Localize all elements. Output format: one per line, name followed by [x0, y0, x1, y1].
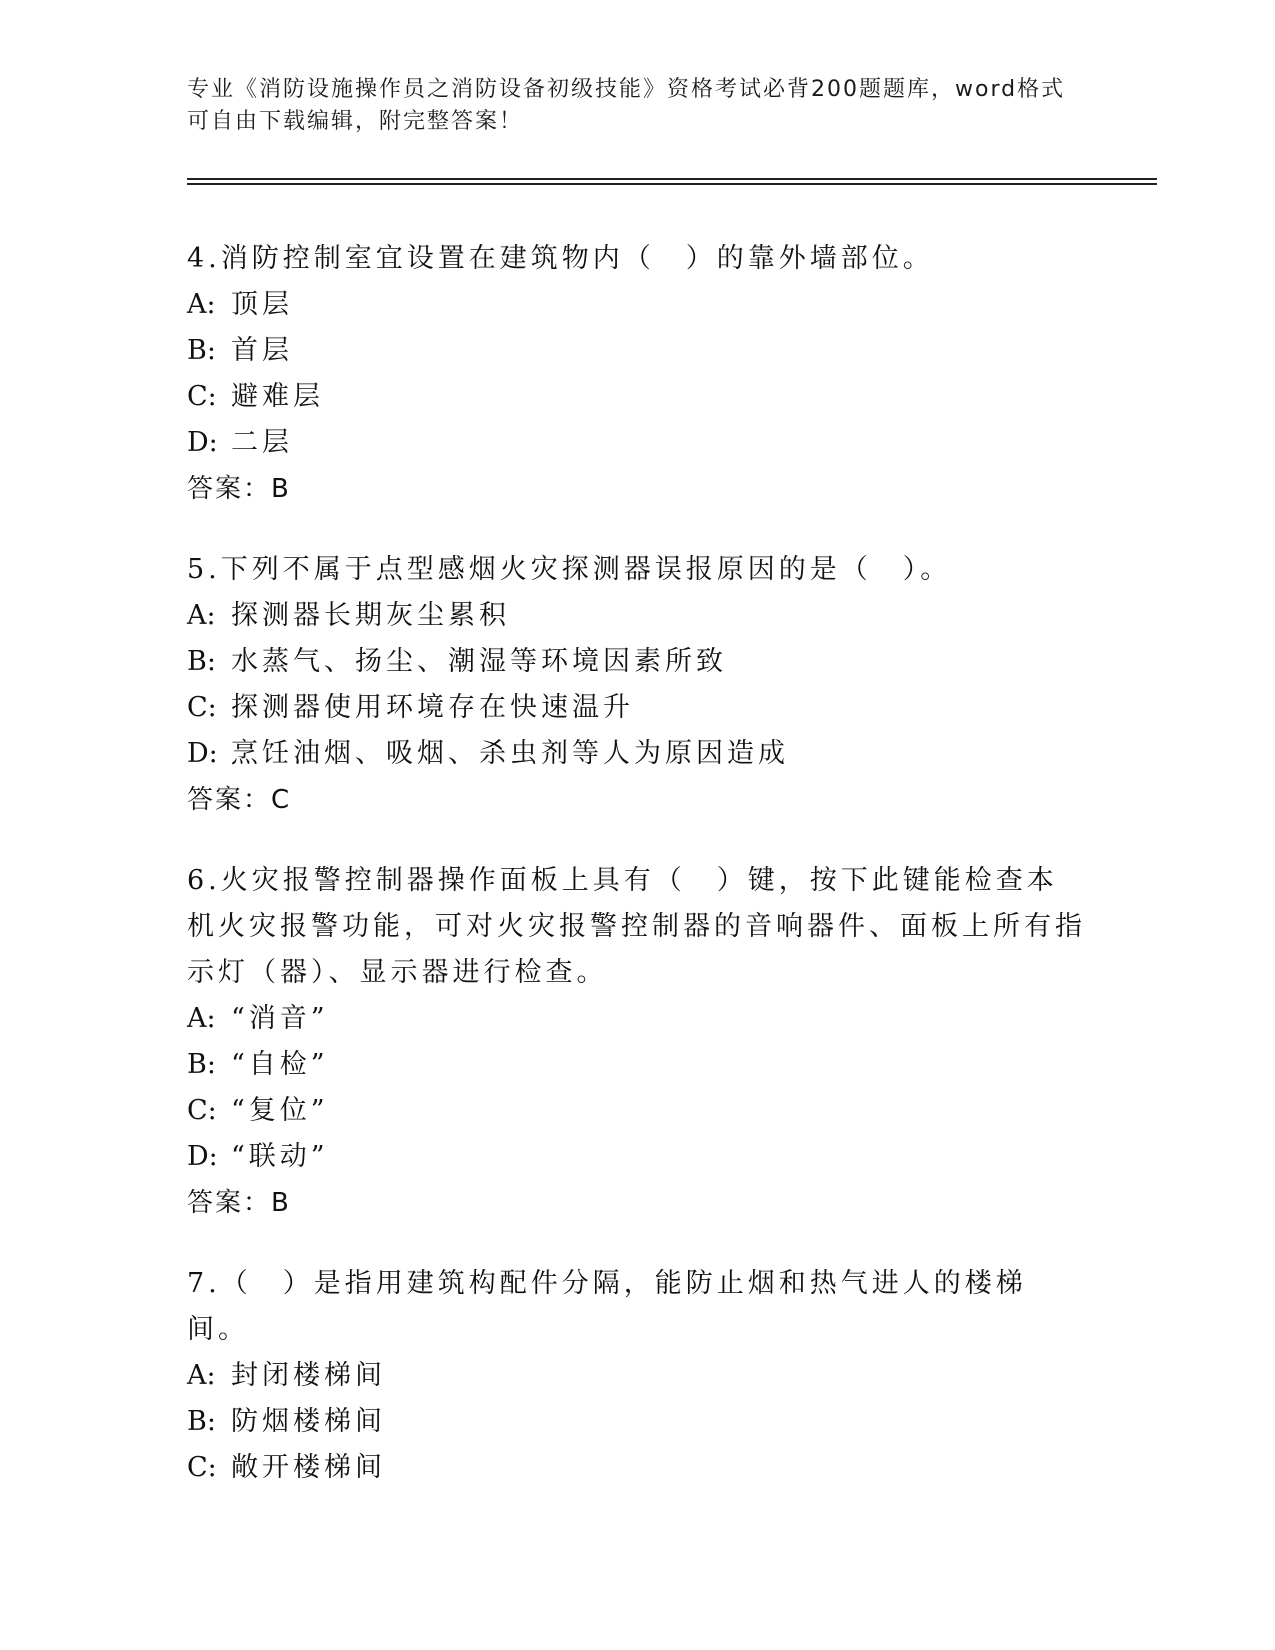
option-key: A:	[187, 600, 216, 631]
option-key: A:	[187, 1003, 216, 1034]
question-item	[187, 858, 1087, 1226]
option-d	[187, 731, 1087, 777]
option-c	[187, 374, 1087, 420]
question-item	[187, 1261, 1087, 1491]
option-d	[187, 1134, 1087, 1180]
option-text: 探测器使用环境存在快速温升	[231, 692, 634, 723]
question-list	[187, 236, 1087, 1526]
option-text: 烹饪油烟、吸烟、杀虫剂等人为原因造成	[231, 738, 789, 769]
option-text: 敞开楼梯间	[231, 1452, 386, 1483]
question-item	[187, 547, 1087, 823]
option-key: B:	[187, 1406, 216, 1437]
option-text: 封闭楼梯间	[231, 1360, 386, 1391]
option-text: “自检”	[231, 1049, 329, 1080]
question-stem: 4.消防控制室宜设置在建筑物内（ ）的靠外墙部位。	[187, 243, 934, 274]
question-stem: 6.火灾报警控制器操作面板上具有（ ）键，按下此键能检查本机火灾报警功能，可对火灾报警控制器的音响器件、面板上所有指示灯（器）、显示器进行检查。	[187, 865, 1086, 988]
option-a	[187, 996, 1087, 1042]
option-key: B:	[187, 646, 216, 677]
option-text: “消音”	[231, 1003, 329, 1034]
option-key: A:	[187, 289, 216, 320]
option-a	[187, 1353, 1087, 1399]
option-a	[187, 282, 1087, 328]
option-b	[187, 639, 1087, 685]
option-text: 二层	[231, 427, 293, 458]
option-key: B:	[187, 1049, 216, 1080]
option-c	[187, 1088, 1087, 1134]
option-c	[187, 685, 1087, 731]
option-key: C:	[187, 381, 217, 412]
option-key: C:	[187, 1452, 217, 1483]
question-item	[187, 236, 1087, 512]
header-divider-top	[187, 178, 1157, 180]
header-divider-bottom	[187, 183, 1157, 185]
option-b	[187, 328, 1087, 374]
option-key: D:	[187, 1141, 218, 1172]
option-a	[187, 593, 1087, 639]
option-text: 避难层	[231, 381, 324, 412]
option-text: “复位”	[231, 1095, 329, 1126]
option-d	[187, 420, 1087, 466]
document-header: 专业《消防设施操作员之消防设备初级技能》资格考试必背200题题库，word格式可自由下载编辑，附完整答案！	[187, 77, 1066, 134]
option-text: 探测器长期灰尘累积	[231, 600, 510, 631]
option-text: “联动”	[231, 1141, 329, 1172]
option-text: 首层	[231, 335, 293, 366]
option-key: B:	[187, 335, 216, 366]
option-text: 顶层	[231, 289, 293, 320]
answer-line: 答案：B	[187, 1188, 291, 1218]
option-text: 防烟楼梯间	[231, 1406, 386, 1437]
option-key: C:	[187, 1095, 217, 1126]
question-stem: 5.下列不属于点型感烟火灾探测器误报原因的是（ ）。	[187, 554, 952, 585]
answer-line: 答案：C	[187, 785, 292, 815]
option-key: A:	[187, 1360, 216, 1391]
option-text: 水蒸气、扬尘、潮湿等环境因素所致	[231, 646, 727, 677]
answer-line: 答案：B	[187, 474, 291, 504]
option-key: D:	[187, 427, 218, 458]
option-key: D:	[187, 738, 218, 769]
option-c	[187, 1445, 1087, 1491]
option-key: C:	[187, 692, 217, 723]
question-stem: 7.（ ）是指用建筑构配件分隔，能防止烟和热气进人的楼梯间。	[187, 1268, 1027, 1345]
option-b	[187, 1042, 1087, 1088]
option-b	[187, 1399, 1087, 1445]
